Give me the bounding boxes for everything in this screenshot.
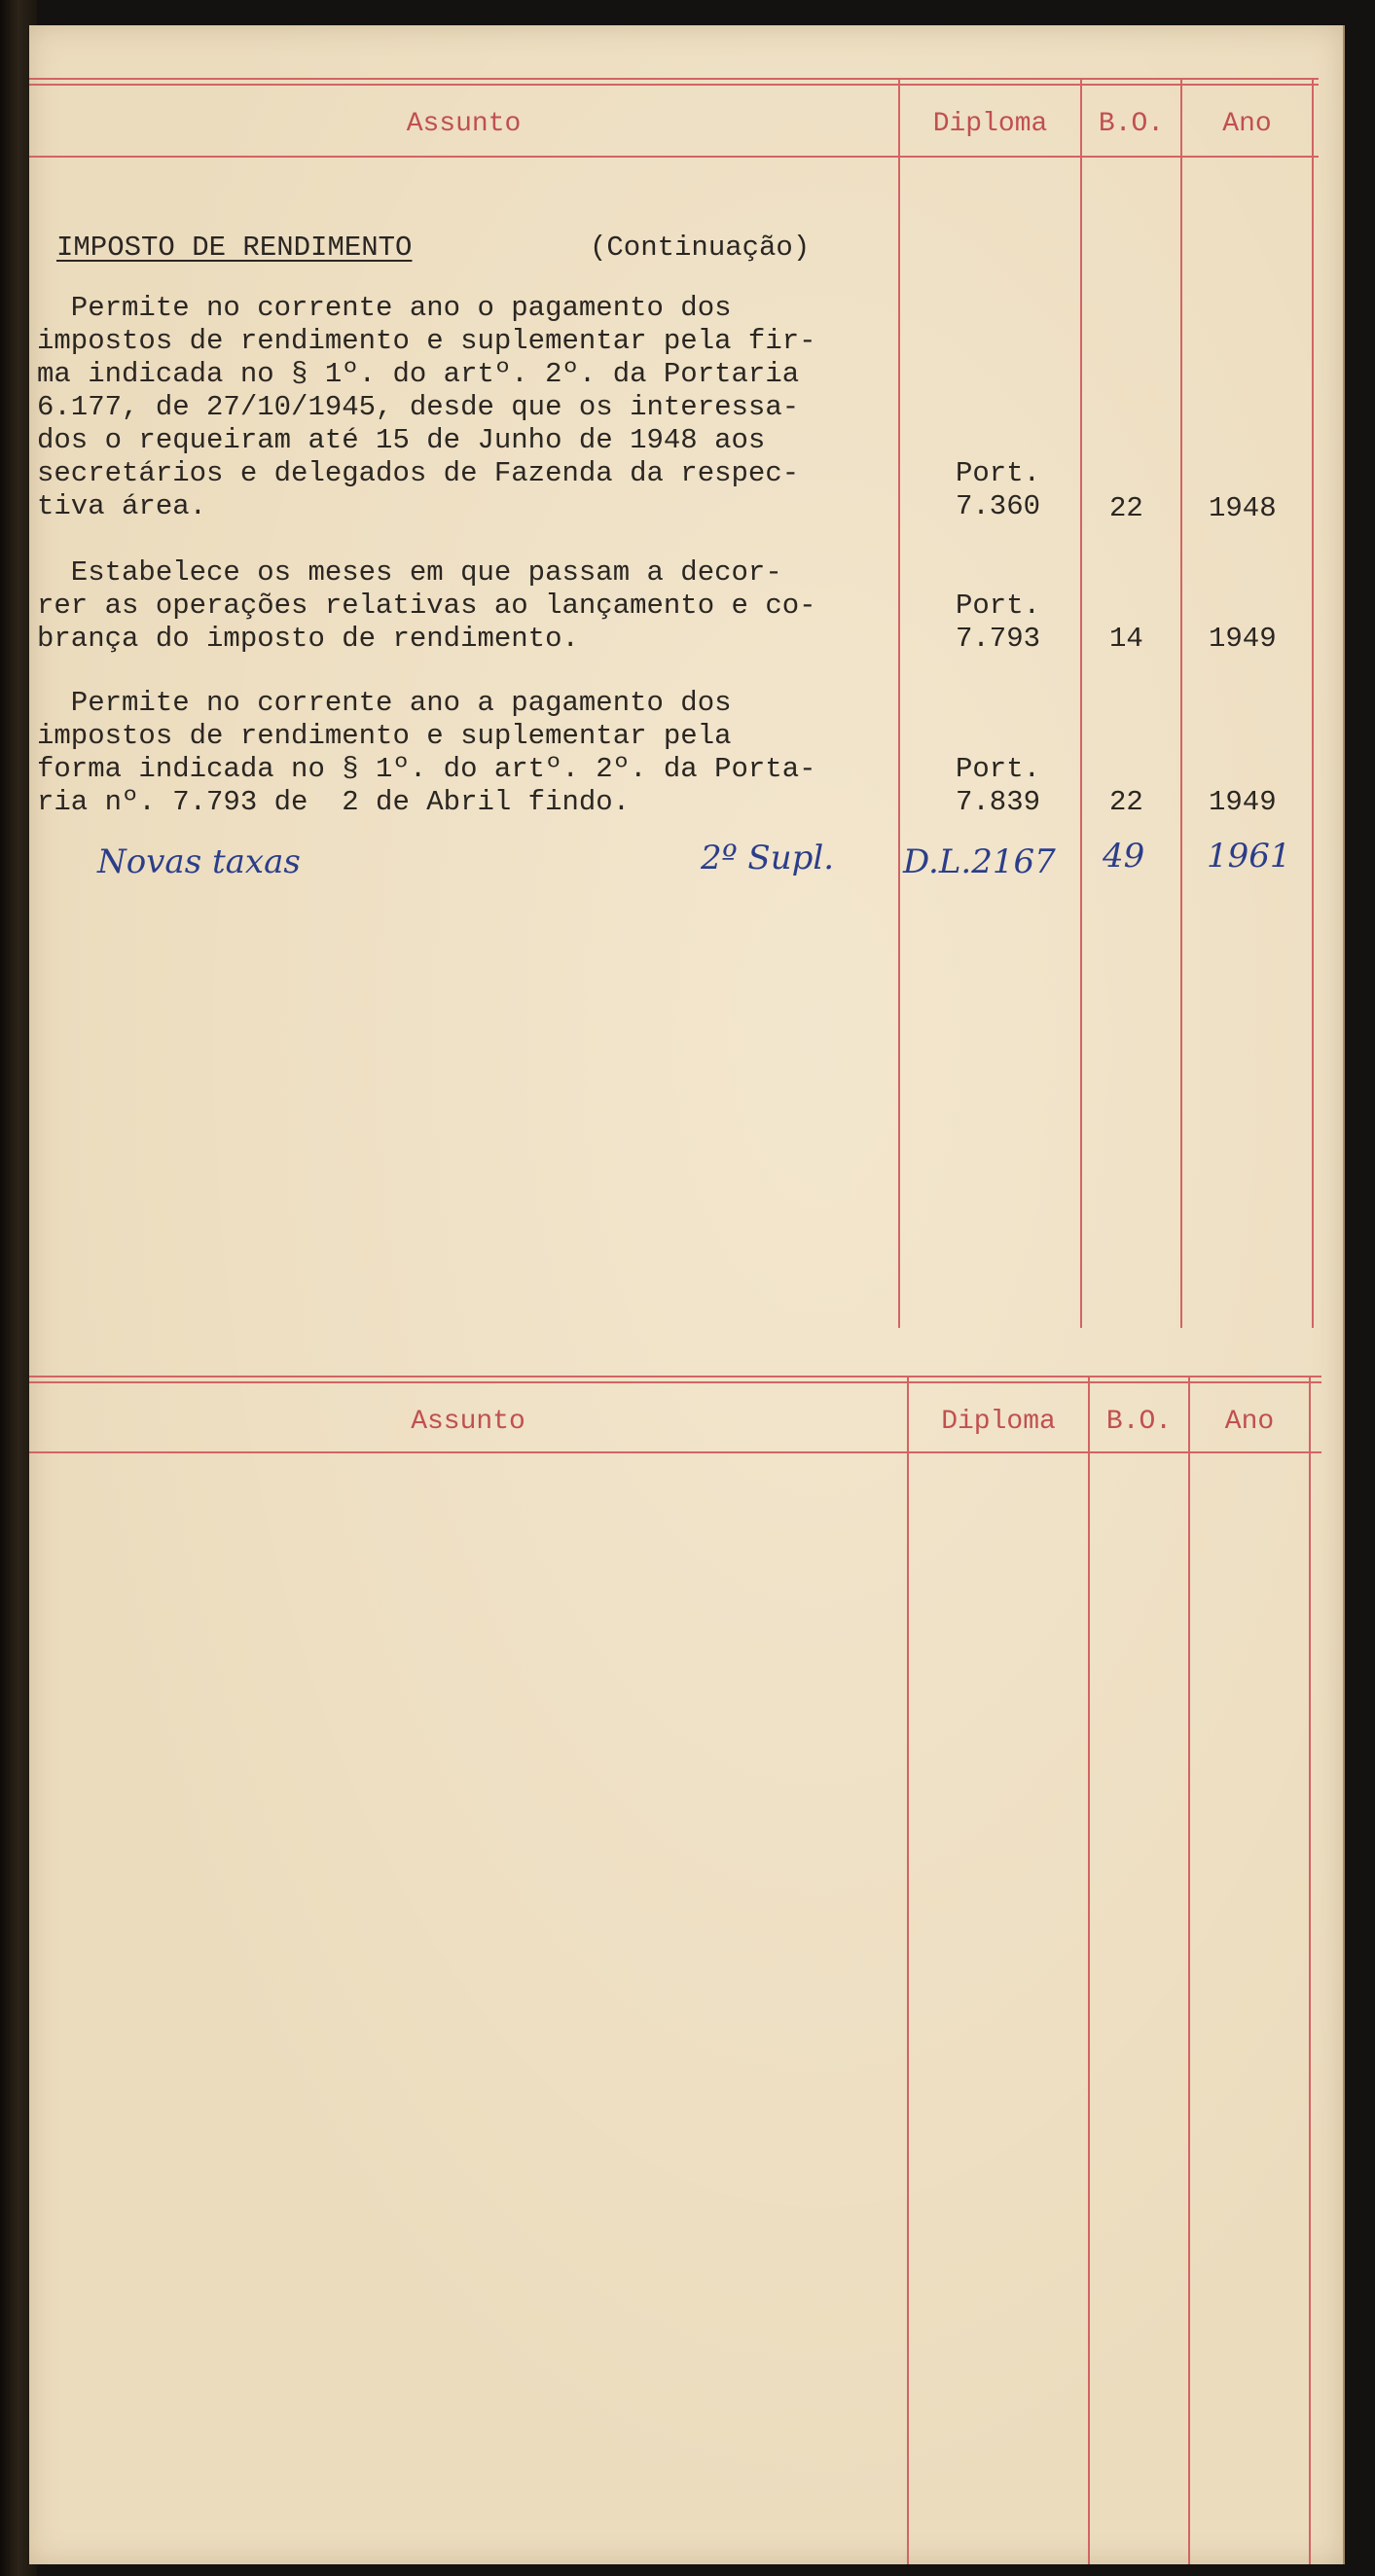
header-top-rule [29, 78, 1319, 80]
entry-text-line: impostos de rendimento e suplementar pela [37, 720, 732, 752]
entry-text-line: Permite no corrente ano a pagamento dos [37, 687, 732, 719]
entry-diploma-number: 7.360 [956, 490, 1041, 522]
entry-year: 1949 [1209, 623, 1277, 655]
header-top-rule-double [29, 1381, 1321, 1383]
entry-diploma-type: Port. [956, 590, 1041, 622]
header-top-rule [29, 1376, 1321, 1377]
ledger-sheet [29, 25, 1343, 2564]
entry-diploma-type: Port. [956, 753, 1041, 785]
column-divider-diploma [907, 1376, 909, 2564]
handwritten-diploma: D.L.2167 [903, 842, 1056, 881]
column-divider-right [1309, 1376, 1311, 2564]
column-divider-year [1180, 78, 1182, 1328]
entry-text-line: forma indicada no § 1º. do artº. 2º. da Porta- [37, 753, 816, 785]
column-header-bo: B.O. [1105, 1407, 1173, 1437]
column-header-diploma: Diploma [932, 109, 1048, 139]
column-header-bo: B.O. [1098, 109, 1165, 139]
header-bottom-rule [29, 1451, 1321, 1453]
entry-text-line: dos o requeiram até 15 de Junho de 1948 aos [37, 424, 766, 456]
entry-year: 1949 [1209, 786, 1277, 818]
entry-text-line: rer as operações relativas ao lançamento e co- [37, 590, 816, 622]
entry-text-line: Permite no corrente ano o pagamento dos [37, 292, 732, 324]
entry-year: 1948 [1209, 492, 1277, 524]
handwritten-bo: 49 [1103, 837, 1145, 876]
column-header-year: Ano [1222, 109, 1272, 139]
section-title: IMPOSTO DE RENDIMENTO [56, 232, 413, 264]
entry-text-line: ria nº. 7.793 de 2 de Abril findo. [37, 786, 631, 818]
entry-text-line: secretários e delegados de Fazenda da respec- [37, 457, 800, 489]
header-top-rule-double [29, 84, 1319, 86]
column-divider-diploma [898, 78, 900, 1328]
column-divider-right [1312, 78, 1314, 1328]
header-bottom-rule [29, 156, 1319, 158]
handwritten-year: 1961 [1207, 837, 1291, 876]
column-header-year: Ano [1224, 1407, 1275, 1437]
entry-bo: 22 [1109, 492, 1143, 524]
entry-text-line: 6.177, de 27/10/1945, desde que os interessa- [37, 391, 800, 423]
entry-text-line: tiva área. [37, 490, 207, 522]
entry-text-line: ma indicada no § 1º. do artº. 2º. da Portaria [37, 358, 800, 390]
column-divider-year [1188, 1376, 1190, 2564]
entry-text-line: brança do imposto de rendimento. [37, 623, 579, 655]
entry-bo: 14 [1109, 623, 1143, 655]
entry-text-line: impostos de rendimento e suplementar pela fir- [37, 325, 816, 357]
column-divider-bo [1080, 78, 1082, 1328]
handwritten-supplement: 2º Supl. [701, 839, 835, 877]
column-divider-bo [1088, 1376, 1090, 2564]
entry-bo: 22 [1109, 786, 1143, 818]
entry-diploma-number: 7.839 [956, 786, 1041, 818]
entry-diploma-type: Port. [956, 457, 1041, 489]
column-header-subject: Assunto [406, 109, 522, 139]
column-header-subject: Assunto [411, 1407, 525, 1437]
entry-text-line: Estabelece os meses em que passam a decor- [37, 556, 782, 589]
entry-diploma-number: 7.793 [956, 623, 1041, 655]
handwritten-subject: Novas taxas [97, 842, 301, 881]
continuation-note: (Continuação) [590, 232, 811, 264]
column-header-diploma: Diploma [941, 1407, 1056, 1437]
